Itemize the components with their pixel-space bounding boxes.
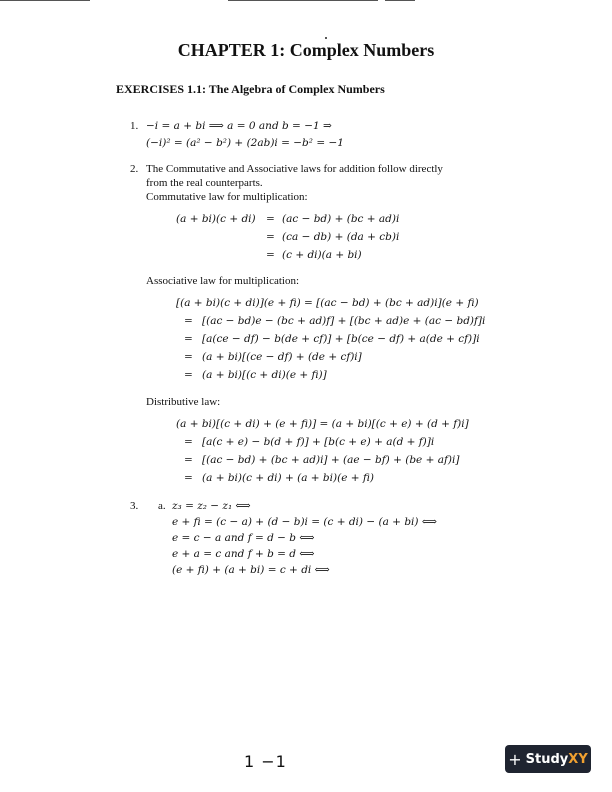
exercise-2-number: 2. (130, 163, 139, 175)
section-title: EXERCISES 1.1: The Algebra of Complex Numbers (116, 82, 385, 96)
associative-step-2: [a(ce − df) − b(de + cf)] + [b(ce − df) + a(de + cf)]i (202, 333, 480, 345)
equals-sign: = (184, 351, 193, 363)
exercise-3-line-3: e + a = c and f + b = d ⟺ (172, 548, 315, 560)
equals-sign: = (184, 369, 193, 381)
exercise-2-intro-1: The Commutative and Associative laws for addition follow directly (146, 163, 443, 175)
equals-sign: = (184, 472, 193, 484)
scan-speck (325, 37, 327, 39)
exercise-3-line-4: (e + fi) + (a + bi) = c + di ⟺ (172, 564, 330, 576)
associative-step-0: [(a + bi)(c + di)](e + fi) = [(ac − bd) + (bc + ad)i](e + fi) (176, 297, 479, 309)
distributive-step-0: (a + bi)[(c + di) + (e + fi)] = (a + bi)[(c + e) + (d + f)i] (176, 418, 469, 430)
commutative-lhs: (a + bi)(c + di) (176, 213, 256, 225)
associative-step-1: [(ac − bd)e − (bc + ad)f] + [(bc + ad)e + (ac − bd)f]i (202, 315, 486, 327)
equals-sign: = (184, 454, 193, 466)
watermark-brand-accent: XY (568, 751, 588, 767)
page-number: 1 −1 (244, 752, 287, 771)
exercise-1-number: 1. (130, 120, 139, 132)
associative-label: Associative law for multiplication: (146, 275, 300, 287)
studyxy-watermark[interactable] (505, 745, 591, 773)
exercise-3-line-0: z₃ = z₂ − z₁ ⟺ (172, 500, 251, 512)
exercise-3-line-2: e = c − a and f = d − b ⟺ (172, 532, 315, 544)
commutative-step-2: (ca − db) + (da + cb)i (282, 231, 400, 243)
exercise-3-part-a: a. (158, 500, 166, 512)
equals-sign: = (184, 315, 193, 327)
scan-edge-line (228, 0, 378, 1)
exercise-3-line-1: e + fi = (c − a) + (d − b)i = (c + di) − (a + bi) ⟺ (172, 516, 437, 528)
distributive-label: Distributive law: (146, 396, 221, 408)
distributive-step-3: (a + bi)(c + di) + (a + bi)(e + fi) (202, 472, 374, 484)
exercise-3-number: 3. (130, 500, 139, 512)
equals-sign: = (184, 436, 193, 448)
scan-edge-line (385, 0, 415, 1)
equals-sign: = (266, 231, 275, 243)
commutative-label: Commutative law for multiplication: (146, 191, 308, 203)
exercise-1-line-2: (−i)² = (a² − b²) + (2ab)i = −b² = −1 (146, 137, 344, 149)
exercise-2-intro-2: from the real counterparts. (146, 177, 263, 189)
exercise-1-line-1: −i = a + bi ⟹ a = 0 and b = −1 ⇒ (146, 120, 332, 132)
plus-icon: + (508, 749, 522, 769)
associative-step-4: (a + bi)[(c + di)(e + fi)] (202, 369, 327, 381)
commutative-step-3: (c + di)(a + bi) (282, 249, 362, 261)
equals-sign: = (266, 249, 275, 261)
distributive-step-1: [a(c + e) − b(d + f)] + [b(c + e) + a(d + f)]i (202, 436, 435, 448)
watermark-brand: Study (525, 751, 569, 767)
equals-sign: = (266, 213, 275, 225)
chapter-title: CHAPTER 1: Complex Numbers (177, 40, 435, 60)
equals-sign: = (184, 333, 193, 345)
distributive-step-2: [(ac − bd) + (bc + ad)i] + (ae − bf) + (be + af)i] (202, 454, 460, 466)
commutative-step-1: (ac − bd) + (bc + ad)i (282, 213, 400, 225)
associative-step-3: (a + bi)[(ce − df) + (de + cf)i] (202, 351, 362, 363)
scan-edge-line (0, 0, 90, 1)
